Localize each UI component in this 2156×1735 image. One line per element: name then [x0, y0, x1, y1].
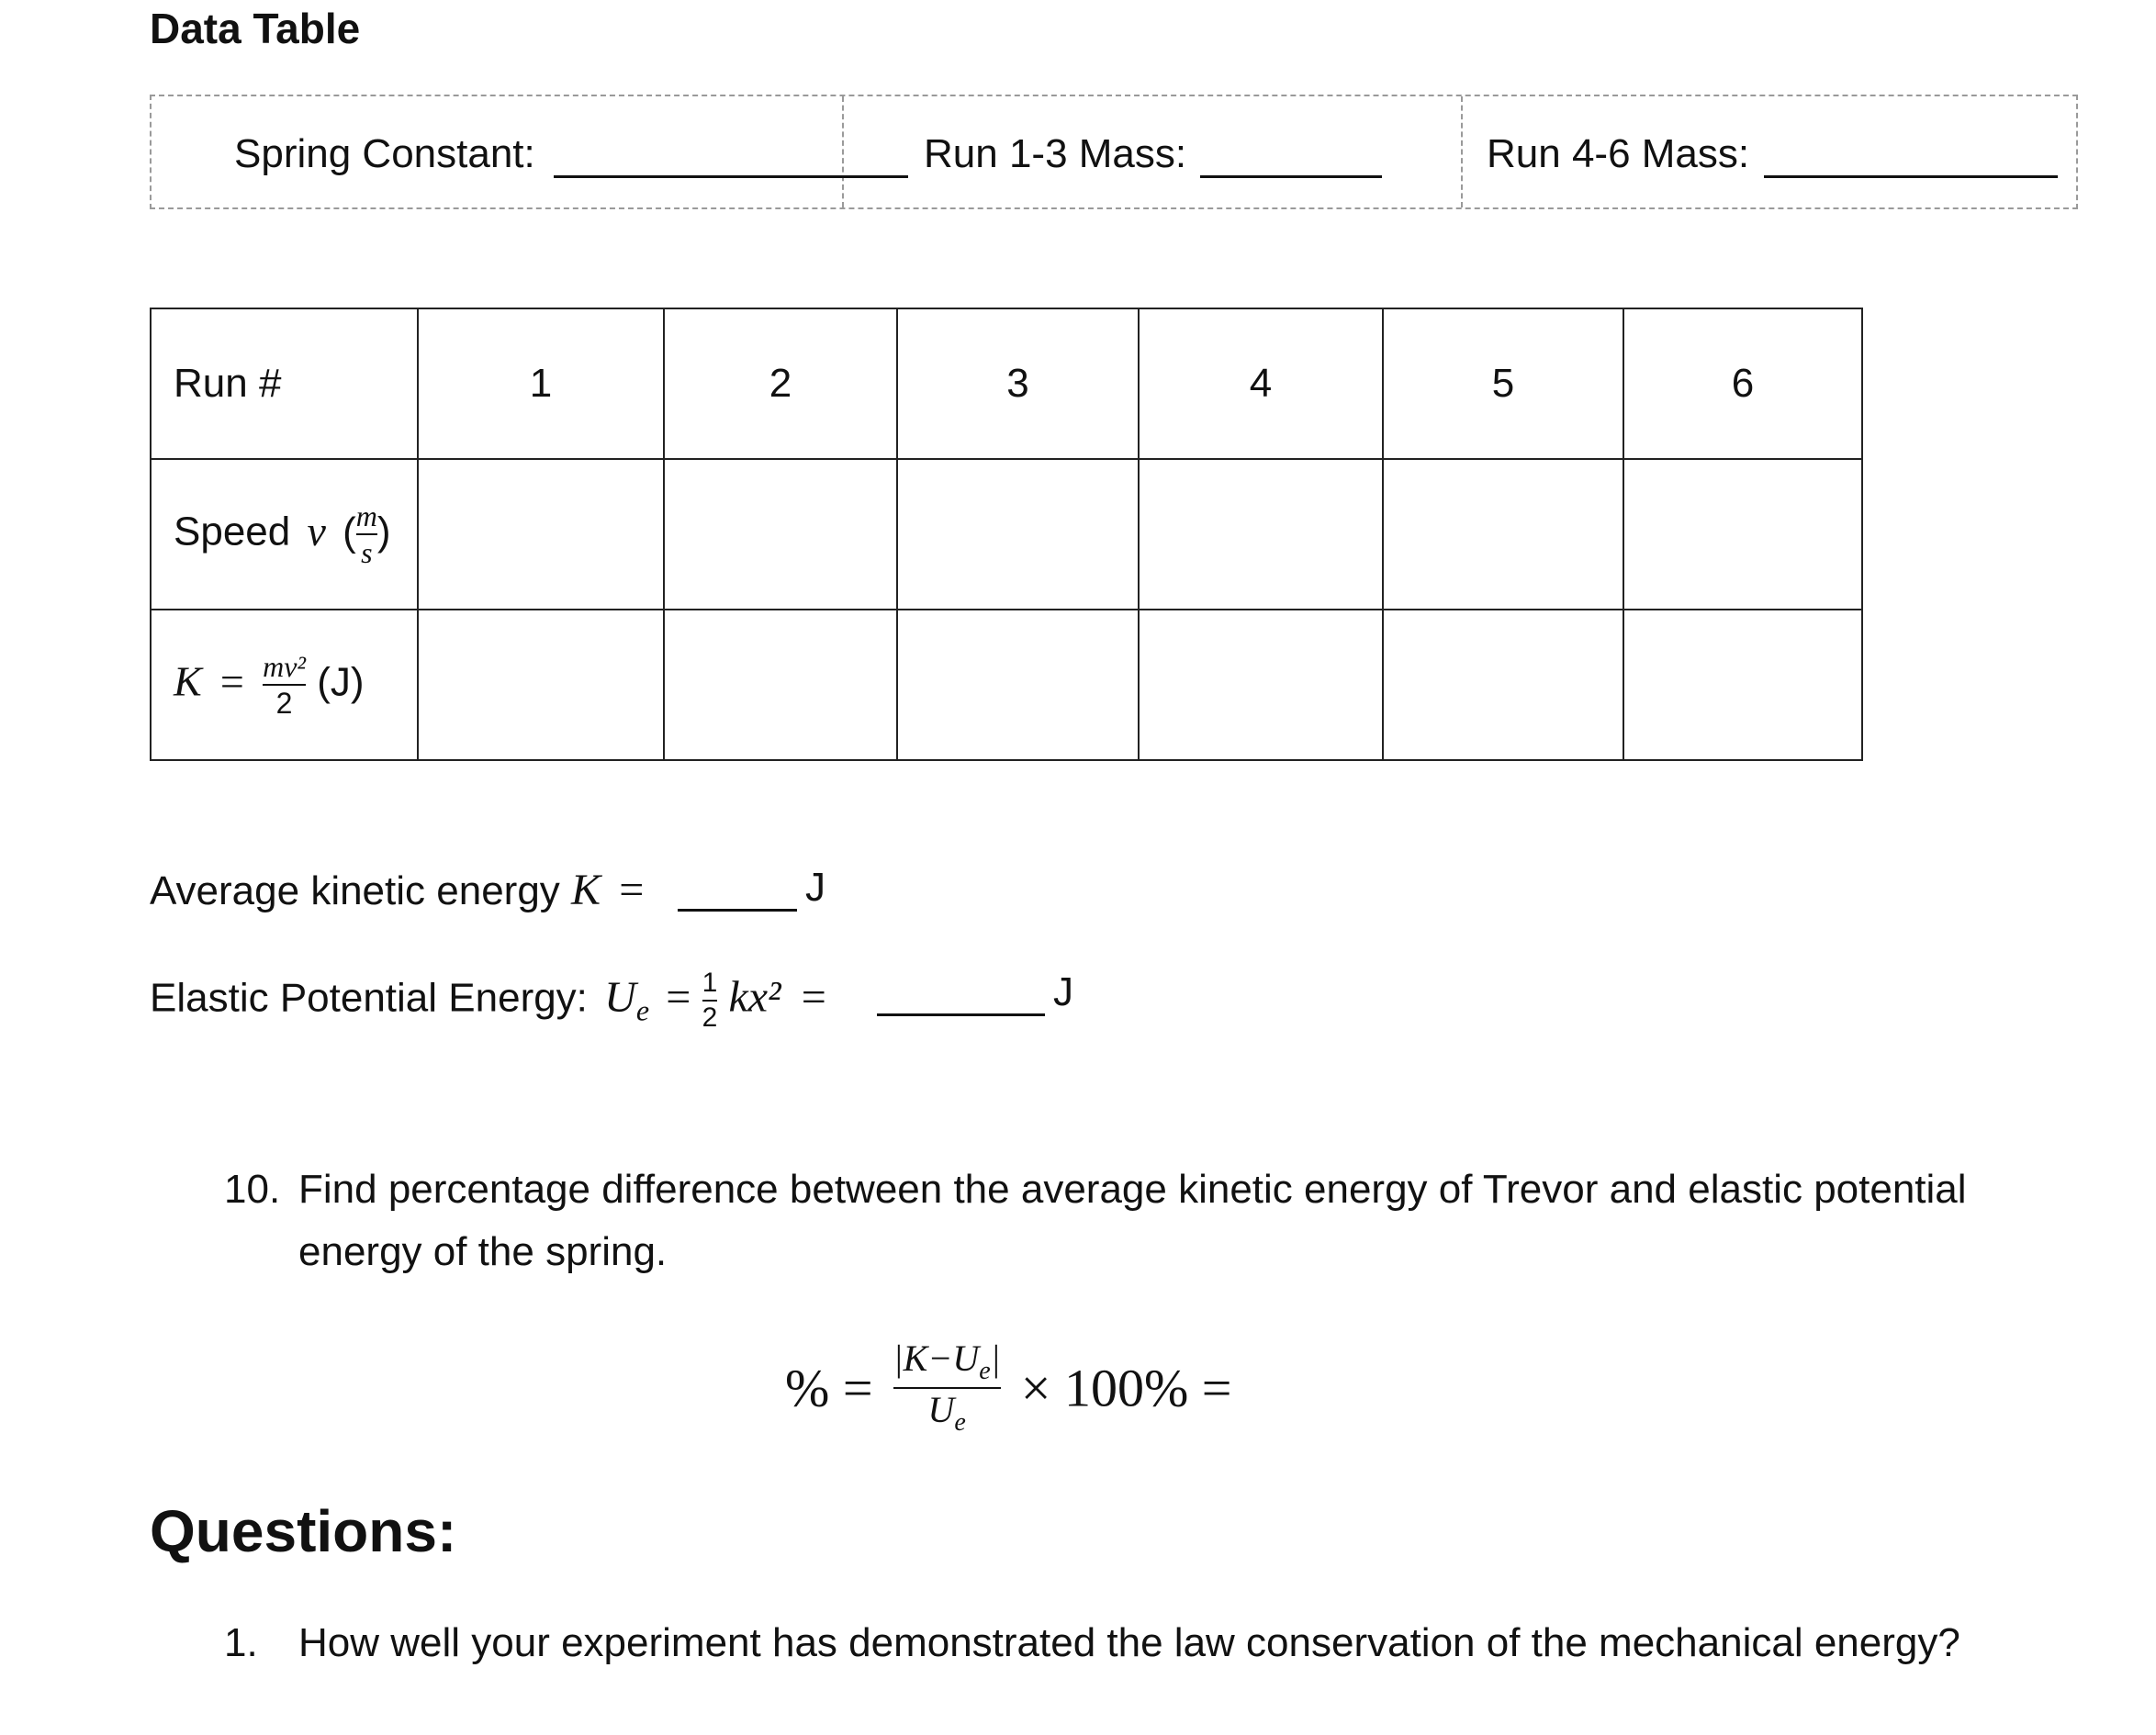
average-ke-equals: = [619, 866, 645, 914]
formula-denominator-text: U [927, 1389, 955, 1430]
epe-variable: U [604, 972, 636, 1022]
ke-input-cell[interactable] [664, 610, 897, 760]
speed-input-cell[interactable] [1139, 459, 1383, 610]
speed-variable: v [307, 507, 326, 554]
speed-input-cell[interactable] [1383, 459, 1623, 610]
formula-numerator-text: |K−U [893, 1338, 980, 1379]
formula-numerator [893, 1340, 1001, 1384]
spring-constant-cell [152, 96, 844, 207]
percent-difference-formula [785, 1340, 1232, 1436]
formula-numerator-subscript: e [979, 1357, 991, 1385]
speed-label: Speed [174, 509, 291, 554]
kinetic-energy-row-header: K = $\frac{\text{mv²}}{2}$ (J) [151, 610, 418, 760]
ke-input-cell[interactable] [1383, 610, 1623, 760]
epe-equals-2: = [801, 972, 826, 1022]
epe-equals: = [666, 972, 691, 1022]
run46-mass-blank[interactable] [1764, 175, 2058, 178]
epe-subscript: e [635, 993, 650, 1027]
run-number-cell: 3 [897, 308, 1139, 459]
epe-line [150, 969, 826, 1032]
run-number-cell: 4 [1139, 308, 1383, 459]
speed-input-cell[interactable] [664, 459, 897, 610]
run13-mass-cell [844, 96, 1463, 207]
run-number-header: Run # [151, 308, 418, 459]
average-ke-unit: J [805, 865, 825, 910]
speed-input-cell[interactable] [897, 459, 1139, 610]
run13-mass-label: Run 1-3 Mass: [924, 131, 1187, 176]
formula-denominator-subscript: e [954, 1408, 966, 1437]
run-number-cell: 6 [1623, 308, 1862, 459]
epe-expression: kx² [728, 972, 781, 1022]
run13-mass-blank[interactable] [1200, 175, 1382, 178]
average-ke-blank[interactable] [678, 909, 797, 912]
formula-fraction [893, 1340, 1001, 1436]
question-10-number: 10. [224, 1167, 281, 1212]
average-ke-label: Average kinetic energy [150, 868, 560, 913]
formula-denominator [893, 1389, 1001, 1437]
table-row-run-numbers [151, 308, 1862, 459]
speed-unit-numerator: m [355, 499, 377, 532]
experiment-info-table [150, 95, 2078, 209]
epe-fraction-denominator: 2 [702, 1002, 718, 1033]
run-number-cell: 2 [664, 308, 897, 459]
ke-fraction [263, 652, 306, 718]
speed-unit-denominator: s [361, 536, 373, 569]
questions-title: Questions: [150, 1498, 457, 1564]
ke-input-cell[interactable] [1623, 610, 1862, 760]
run-number-cell: 1 [418, 308, 664, 459]
spring-constant-label: Spring Constant: [234, 131, 535, 176]
table-row-kinetic-energy [151, 610, 1862, 760]
question-1-number: 1. [224, 1620, 258, 1665]
epe-unit: J [1053, 969, 1073, 1014]
ke-denominator: 2 [275, 687, 293, 720]
table-row-speed [151, 459, 1862, 610]
speed-input-cell[interactable] [1623, 459, 1862, 610]
data-table [150, 308, 1863, 761]
page-heading: Data Table [150, 5, 361, 52]
ke-variable: K [174, 657, 202, 705]
ke-input-cell[interactable] [1139, 610, 1383, 760]
question-10-text: Find percentage difference between the average kinetic energy of Trevor and elastic potential energy of the spring. [298, 1167, 1967, 1274]
epe-label: Elastic Potential Energy: [150, 975, 588, 1021]
question-1-text: How well your experiment has demonstrated the law conservation of the mechanical energy? [298, 1620, 1960, 1665]
run46-mass-label: Run 4-6 Mass: [1487, 131, 1750, 176]
formula-numerator-end: | [990, 1338, 1001, 1379]
run-number-cell: 5 [1383, 308, 1623, 459]
ke-input-cell[interactable] [897, 610, 1139, 760]
formula-lhs: % = [785, 1358, 873, 1418]
speed-input-cell[interactable] [418, 459, 664, 610]
speed-row-header: Speed v ( $\frac{m}{s}$ ) [151, 459, 418, 610]
ke-input-cell[interactable] [418, 610, 664, 760]
average-ke-variable: K [571, 866, 601, 914]
speed-unit-fraction [356, 501, 377, 567]
run46-mass-cell [1463, 96, 2076, 207]
ke-numerator: mv² [263, 650, 307, 683]
epe-fraction-numerator: 1 [702, 968, 718, 998]
epe-half-fraction [702, 969, 718, 1032]
ke-unit: (J) [317, 659, 365, 705]
average-ke-line [150, 865, 644, 915]
epe-blank[interactable] [877, 1013, 1045, 1016]
formula-rhs: × 100% = [1020, 1358, 1232, 1418]
